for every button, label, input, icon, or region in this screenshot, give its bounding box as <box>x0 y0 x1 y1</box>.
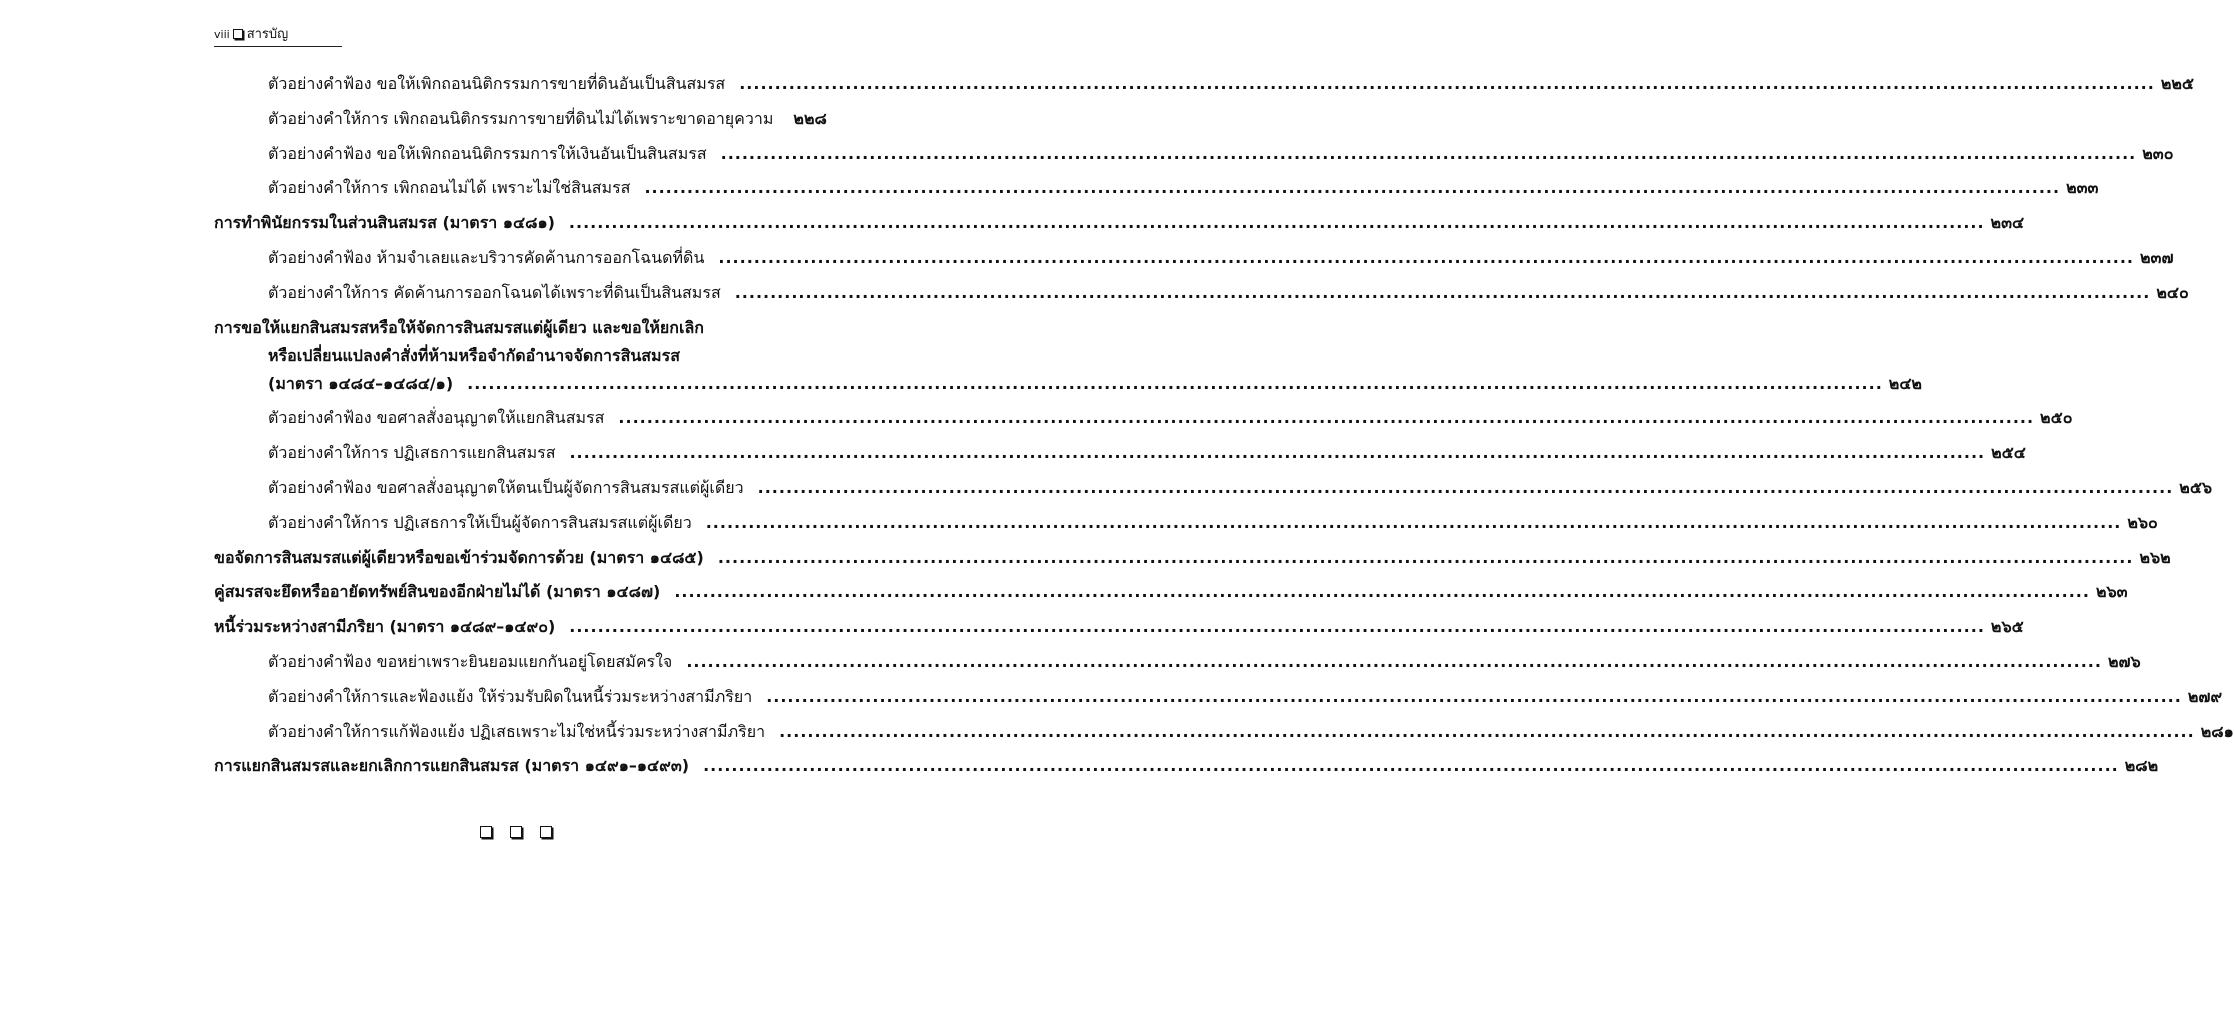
toc-entry-title: ตัวอย่างคำให้การ คัดค้านการออกโฉนดได้เพราะที่ดินเป็นสินสมรส <box>268 282 721 302</box>
toc-entry-title: ตัวอย่างคำฟ้อง ขอให้เพิกถอนนิติกรรมการขายที่ดินอันเป็นสินสมรส <box>268 74 726 93</box>
toc-entry-page: ๒๕๖ <box>2179 477 2213 497</box>
toc-entry-title: หนี้ร่วมระหว่างสามีภริยา (มาตรา ๑๔๘๙–๑๔๙๐) <box>214 617 556 637</box>
toc-entry <box>214 546 2171 581</box>
toc-entry-page: ๒๔๐ <box>2156 282 2189 302</box>
toc-entry-page: ๒๖๒ <box>2139 547 2171 567</box>
checkbox-icon <box>540 826 552 838</box>
dot-leader: ........................................................................................................................................................................................................ <box>569 617 1985 637</box>
toc-entry <box>214 72 2195 107</box>
dot-leader: ........................................................................................................................................................................................................ <box>618 408 2035 428</box>
toc-entry-page: ๒๘๒ <box>2124 756 2159 776</box>
toc-entry <box>214 580 2128 615</box>
toc-entry-title: ขอจัดการสินสมรสแต่ผู้เดียวหรือขอเข้าร่วมจัดการด้วย (มาตรา ๑๔๘๕) <box>214 547 704 567</box>
toc-entry-page: ๒๕๔ <box>1991 443 2026 463</box>
toc-entry-title: ตัวอย่างคำฟ้อง ขอให้เพิกถอนนิติกรรมการให้เงินอันเป็นสินสมรส <box>268 143 707 163</box>
end-marks <box>480 826 552 838</box>
dot-leader: ........................................................................................................................................................................................................ <box>569 443 1986 463</box>
toc-entry-page: ๒๗๙ <box>2187 686 2223 706</box>
checkbox-icon <box>233 29 243 39</box>
toc-entry-multiline <box>214 316 1922 407</box>
toc-entry-title: การแยกสินสมรสและยกเลิกการแยกสินสมรส (มาตรา ๑๔๙๑–๑๔๙๓) <box>214 756 690 776</box>
toc-entry <box>214 107 827 142</box>
toc-entry-page: ๒๔๒ <box>1888 373 1922 393</box>
toc-entry-page: ๒๖๐ <box>2127 512 2158 532</box>
toc-entry-line: หรือเปลี่ยนแปลงคำสั่งที่ห้ามหรือจำกัดอำนาจจัดการสินสมรส <box>268 345 680 365</box>
page-header <box>214 26 342 47</box>
dot-leader: ........................................................................................................................................................................................................ <box>757 477 2174 497</box>
toc-entry-page: ๒๓๐ <box>2142 143 2174 163</box>
toc-entry-page: ๒๓๗ <box>2140 247 2174 267</box>
toc-entry <box>214 685 2223 720</box>
dot-leader: ........................................................................................................................................................................................................ <box>718 247 2134 267</box>
toc-entry-page: ๒๖๕ <box>1990 617 2024 637</box>
dot-leader: ........................................................................................................................................................................................................ <box>779 721 2195 741</box>
dot-leader: ........................................................................................................................................................................................................ <box>467 373 1883 393</box>
toc-entry-title: ตัวอย่างคำให้การ ปฏิเสธการให้เป็นผู้จัดการสินสมรสแต่ผู้เดียว <box>268 512 692 532</box>
toc-entry <box>214 476 2213 511</box>
dot-leader: ........................................................................................................................................................................................................ <box>705 512 2122 532</box>
toc-entry <box>214 246 2174 281</box>
toc-entry-title: ตัวอย่างคำฟ้อง ขอหย่าเพราะยินยอมแยกกันอยู่โดยสมัครใจ <box>268 651 673 671</box>
toc-entry <box>214 142 2174 177</box>
dot-leader: ........................................................................................................................................................................................................ <box>568 213 1985 233</box>
dot-leader: ........................................................................................................................................................................................................ <box>686 651 2102 671</box>
toc-entry <box>214 511 2158 546</box>
toc-entry-page: ๒๒๘ <box>793 108 827 128</box>
toc-entry-title: ตัวอย่างคำฟ้อง ห้ามจำเลยและบริวารคัดค้านการออกโฉนดที่ดิน <box>268 247 705 267</box>
toc-entry <box>214 615 2024 650</box>
toc-entry-title: การทำพินัยกรรมในส่วนสินสมรส (มาตรา ๑๔๘๑) <box>214 213 555 233</box>
toc-entry-title: ตัวอย่างคำให้การ เพิกถอนไม่ได้ เพราะไม่ใช่สินสมรส <box>268 178 631 198</box>
checkbox-icon <box>480 826 492 838</box>
toc-entry-title: ตัวอย่างคำฟ้อง ขอศาลสั่งอนุญาตให้ตนเป็นผู้จัดการสินสมรสแต่ผู้เดียว <box>268 477 744 497</box>
toc-entry-page: ๒๒๕ <box>2160 74 2195 93</box>
toc-entry <box>214 281 2189 316</box>
toc-entry-title: คู่สมรสจะยึดหรืออายัดทรัพย์สินของอีกฝ่ายไม่ได้ (มาตรา ๑๔๘๗) <box>214 582 661 602</box>
dot-leader: ........................................................................................................................................................................................................ <box>720 143 2137 163</box>
toc-entry-page: ๒๓๓ <box>2066 178 2099 198</box>
toc-entry <box>214 211 2025 246</box>
page-title: สารบัญ <box>246 27 289 42</box>
toc-entry-page: ๒๖๓ <box>2095 582 2128 602</box>
toc-entry-title: ตัวอย่างคำให้การ ปฏิเสธการแยกสินสมรส <box>268 443 556 463</box>
toc-entry-title: ตัวอย่างคำให้การและฟ้องแย้ง ให้ร่วมรับผิดในหนี้ร่วมระหว่างสามีภริยา <box>268 686 753 706</box>
table-of-contents <box>214 72 2234 789</box>
toc-entry-page: ๒๗๖ <box>2107 651 2141 671</box>
toc-entry-title: ตัวอย่างคำให้การ เพิกถอนนิติกรรมการขายที่ดินไม่ได้เพราะขาดอายุความ <box>268 108 774 128</box>
dot-leader: ........................................................................................................................................................................................................ <box>703 756 2119 776</box>
toc-entry-title: ตัวอย่างคำฟ้อง ขอศาลสั่งอนุญาตให้แยกสินสมรส <box>268 408 605 428</box>
dot-leader: ........................................................................................................................................................................................................ <box>674 582 2090 602</box>
toc-entry-page: ๒๓๔ <box>1990 213 2025 233</box>
toc-entry <box>214 372 1922 407</box>
dot-leader: ........................................................................................................................................................................................................ <box>717 547 2134 567</box>
toc-entries-bottom <box>214 406 2234 789</box>
toc-entry <box>214 176 2099 211</box>
toc-entry-line: การขอให้แยกสินสมรสหรือให้จัดการสินสมรสแต่ผู้เดียว และขอให้ยกเลิก <box>214 317 704 337</box>
checkbox-icon <box>510 826 522 838</box>
dot-leader: ........................................................................................................................................................................................................ <box>739 74 2155 93</box>
toc-entry <box>214 754 2159 789</box>
toc-entry-page: ๒๕๐ <box>2040 408 2073 428</box>
toc-entries-top <box>214 72 2195 316</box>
toc-entry <box>214 650 2141 685</box>
dot-leader: ........................................................................................................................................................................................................ <box>766 686 2182 706</box>
toc-entry <box>214 441 2026 476</box>
toc-entry-title: ตัวอย่างคำให้การแก้ฟ้องแย้ง ปฏิเสธเพราะไม่ใช่หนี้ร่วมระหว่างสามีภริยา <box>268 721 766 741</box>
toc-entry <box>214 720 2234 755</box>
dot-leader: ........................................................................................................................................................................................................ <box>734 282 2151 302</box>
page-number: viii <box>214 28 230 41</box>
dot-leader: ........................................................................................................................................................................................................ <box>644 178 2061 198</box>
toc-entry-page: ๒๘๑ <box>2200 721 2234 741</box>
toc-entry <box>214 406 2073 441</box>
toc-entry-title: (มาตรา ๑๔๘๔–๑๔๘๔/๑) <box>268 373 454 393</box>
